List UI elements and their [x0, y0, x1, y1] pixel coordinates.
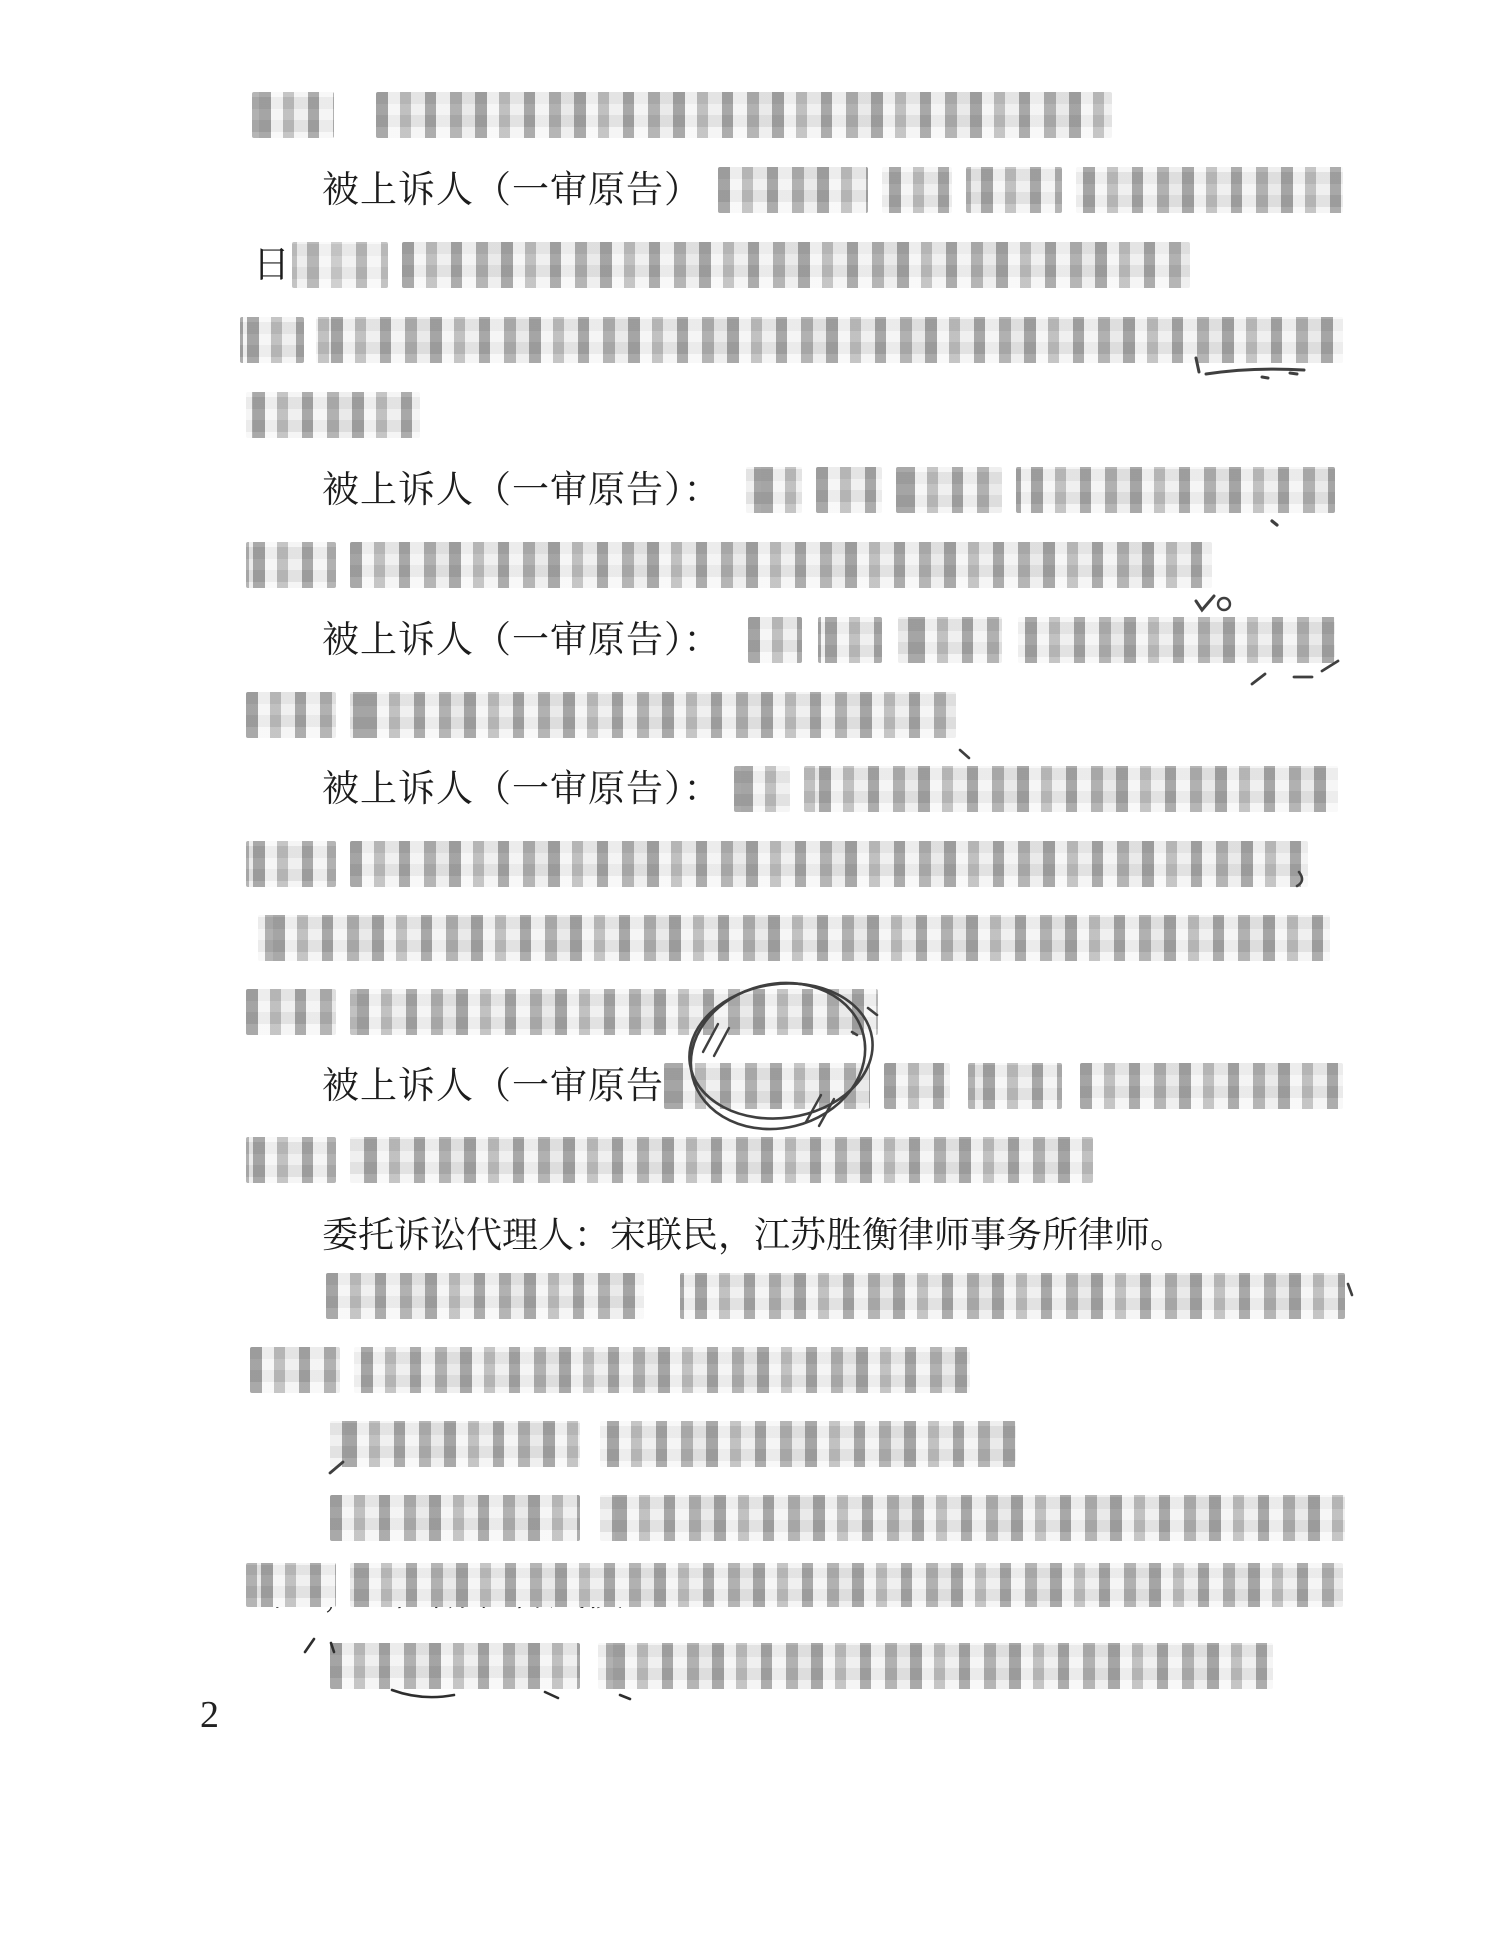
pen-dot-line6 [1272, 521, 1277, 525]
appellee-heading-3: 被上诉人（一审原告）： [322, 620, 722, 661]
redacted-text-block [330, 1495, 580, 1541]
redacted-text-block [330, 1643, 580, 1689]
redacted-text-block [898, 617, 1002, 663]
redacted-text-block [246, 392, 420, 438]
pen-marks-line8 [1252, 661, 1338, 684]
redacted-text-block [354, 1347, 970, 1393]
redacted-text-block [1016, 467, 1335, 513]
redacted-text-block [326, 1273, 644, 1319]
redacted-text-block [330, 1421, 580, 1467]
redacted-text-block [316, 317, 1343, 363]
redacted-text-block [246, 841, 336, 887]
agent-line: 委托诉讼代理人：宋联民，江苏胜衡律师事务所律师。 [322, 1215, 1187, 1255]
redacted-text-block [402, 242, 1190, 288]
redacted-text-block [734, 766, 790, 812]
appellee-heading-1: 被上诉人（一审原告） [322, 170, 702, 211]
redacted-text-block [350, 841, 1308, 887]
redacted-text-block [884, 1063, 950, 1109]
redacted-text-block [718, 167, 868, 213]
redacted-text-block [966, 167, 1062, 213]
redacted-text-block [350, 989, 878, 1035]
redacted-text-block [746, 467, 802, 513]
redacted-text-block [350, 542, 1212, 588]
redacted-text-block [1080, 1063, 1343, 1109]
pen-tick-line9 [960, 750, 969, 758]
redacted-text-block [376, 92, 1112, 138]
redacted-text-block [240, 317, 304, 363]
redacted-text-block [1018, 617, 1335, 663]
redacted-text-block [598, 1643, 1273, 1689]
page-number: 2 [200, 1694, 219, 1736]
appellee-heading-5: 被上诉人（一审原告 [322, 1066, 664, 1107]
redacted-text-block [246, 989, 336, 1035]
redacted-text-block [1076, 167, 1343, 213]
redacted-text-block [258, 915, 1330, 961]
redacted-text-block [816, 467, 882, 513]
redacted-text-block [882, 167, 952, 213]
appellee-heading-2: 被上诉人（一审原告）： [322, 470, 722, 511]
redacted-text-block [350, 1563, 1343, 1607]
pen-tick-line17 [1348, 1284, 1352, 1295]
redacted-text-block [246, 542, 336, 588]
redacted-text-block [804, 766, 1338, 812]
redacted-text-block [680, 1273, 1345, 1319]
redacted-text-block [818, 617, 882, 663]
redacted-text-block [896, 467, 1002, 513]
redacted-text-block [246, 1137, 336, 1183]
redacted-text-block [250, 1347, 340, 1393]
redacted-text-block [664, 1063, 870, 1109]
redacted-text-block [350, 692, 956, 738]
pen-check-mark [1196, 596, 1214, 610]
redacted-text-block [968, 1063, 1062, 1109]
redacted-text-block [600, 1495, 1345, 1541]
appellee-heading-4: 被上诉人（一审原告）： [322, 769, 722, 810]
redacted-text-block [246, 692, 336, 738]
redacted-text-block [292, 242, 388, 288]
ri-character-remnant: 日 [253, 245, 291, 286]
redacted-text-block [748, 617, 802, 663]
redacted-text-block [246, 1563, 336, 1607]
redacted-text-block [600, 1421, 1016, 1467]
pen-circle-mark [1218, 598, 1230, 610]
redacted-text-block [252, 92, 334, 138]
redacted-text-block [350, 1137, 1093, 1183]
